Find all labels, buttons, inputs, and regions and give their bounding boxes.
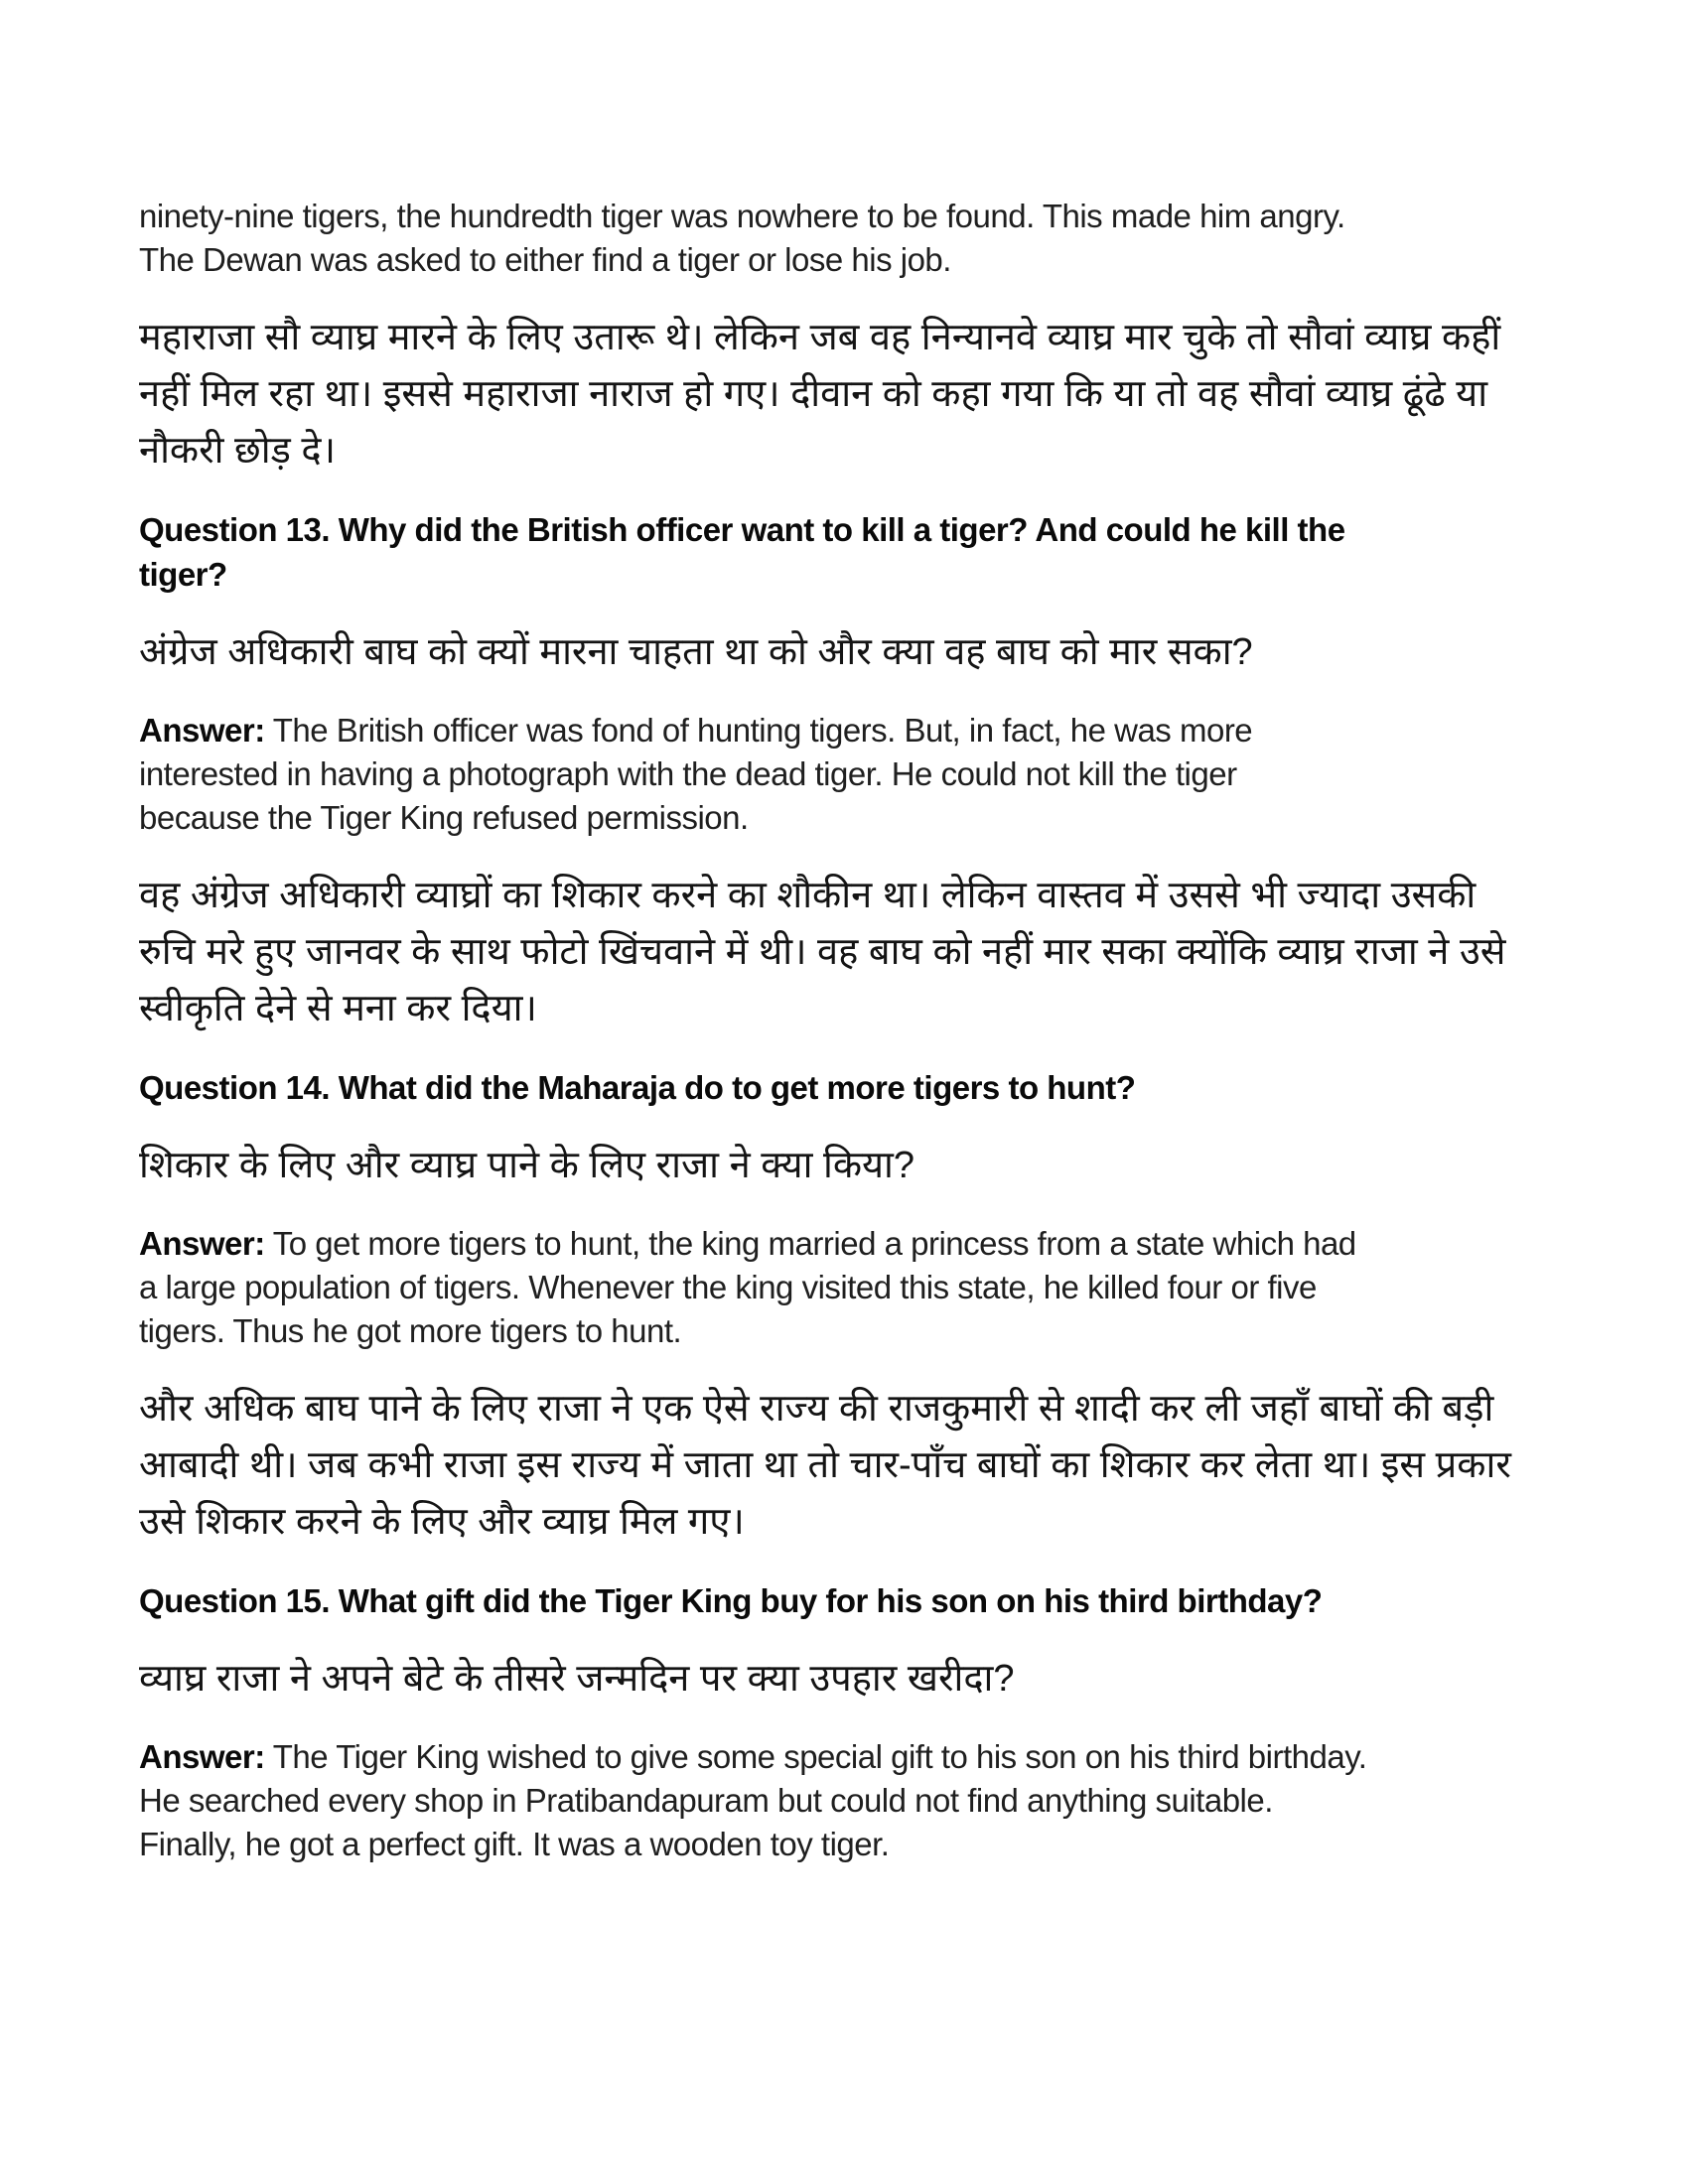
text-line: Question 15. What gift did the Tiger King buy for his son on his third birthday?: [139, 1582, 1323, 1619]
answer-14-paragraph-hi: [139, 1381, 1569, 1551]
text-line: आबादी थी। जब कभी राजा इस राज्य में जाता था तो चार-पाँच बाघों का शिकार कर लेता था। इस प्रकार: [139, 1444, 1511, 1486]
text-line: The Dewan was asked to either find a tiger or lose his job.: [139, 241, 951, 278]
text-line: शिकार के लिए और व्याघ्र पाने के लिए राजा ने क्या किया?: [139, 1145, 915, 1186]
intro-paragraph-hi: [139, 310, 1569, 479]
text-line: नहीं मिल रहा था। इससे महाराजा नाराज हो गए। दीवान को कहा गया कि या तो वह सौवां व्याघ्र ढूंढे या: [139, 373, 1488, 415]
intro-paragraph-en: [139, 195, 1569, 282]
text-line: ninety-nine tigers, the hundredth tiger was nowhere to be found. This made him angry.: [139, 198, 1345, 234]
text-line: interested in having a photograph with the dead tiger. He could not kill the tiger: [139, 755, 1237, 792]
text-line: स्वीकृति देने से मना कर दिया।: [139, 988, 537, 1029]
text-line: रुचि मरे हुए जानवर के साथ फोटो खिंचवाने में थी। वह बाघ को नहीं मार सका क्योंकि व्याघ्र राजा ने उसे: [139, 931, 1506, 973]
text-line: अंग्रेज अधिकारी बाघ को क्यों मारना चाहता था को और क्या वह बाघ को मार सका?: [139, 631, 1253, 673]
text-line: tigers. Thus he got more tigers to hunt.: [139, 1312, 682, 1349]
answer-text: To get more tigers to hunt, the king married a princess from a state which had: [264, 1225, 1356, 1262]
document-content: [139, 195, 1569, 1894]
text-line: Question 14. What did the Maharaja do to get more tigers to hunt?: [139, 1069, 1136, 1106]
question-14-hindi: [139, 1138, 1569, 1194]
question-14-heading: [139, 1065, 1569, 1110]
answer-14-paragraph-en: [139, 1222, 1569, 1353]
answer-text: The British officer was fond of hunting tigers. But, in fact, he was more: [264, 712, 1253, 749]
text-line: [139, 1735, 1569, 1779]
question-15-heading: [139, 1578, 1569, 1623]
text-line: tiger?: [139, 556, 227, 593]
text-line: महाराजा सौ व्याघ्र मारने के लिए उतारू थे। लेकिन जब वह निन्यानवे व्याघ्र मार चुके तो सौवां व्याघ्र कहीं: [139, 317, 1501, 358]
text-line: because the Tiger King refused permission.: [139, 799, 749, 836]
question-13-hindi: [139, 624, 1569, 681]
answer-label: Answer:: [139, 1225, 265, 1262]
question-13-heading: [139, 507, 1569, 597]
text-line: व्याघ्र राजा ने अपने बेटे के तीसरे जन्मदिन पर क्या उपहार खरीदा?: [139, 1658, 1015, 1700]
question-15-hindi: [139, 1651, 1569, 1707]
text-line: [139, 1222, 1569, 1266]
text-line: [139, 709, 1569, 752]
answer-13-paragraph-en: [139, 709, 1569, 840]
answer-text: The Tiger King wished to give some special gift to his son on his third birthday.: [264, 1738, 1367, 1775]
text-line: a large population of tigers. Whenever the king visited this state, he killed four or five: [139, 1269, 1317, 1305]
answer-13-paragraph-hi: [139, 868, 1569, 1037]
text-line: वह अंग्रेज अधिकारी व्याघ्रों का शिकार करने का शौकीन था। लेकिन वास्तव में उससे भी ज्यादा उसकी: [139, 875, 1477, 916]
text-line: Finally, he got a perfect gift. It was a wooden toy tiger.: [139, 1826, 890, 1862]
text-line: उसे शिकार करने के लिए और व्याघ्र मिल गए।: [139, 1501, 745, 1543]
text-line: He searched every shop in Pratibandapuram but could not find anything suitable.: [139, 1782, 1273, 1819]
text-line: नौकरी छोड़ दे।: [139, 430, 337, 472]
answer-label: Answer:: [139, 712, 265, 749]
answer-label: Answer:: [139, 1738, 265, 1775]
answer-15-paragraph-en: [139, 1735, 1569, 1866]
text-line: Question 13. Why did the British officer want to kill a tiger? And could he kill the: [139, 511, 1345, 548]
text-line: और अधिक बाघ पाने के लिए राजा ने एक ऐसे राज्य की राजकुमारी से शादी कर ली जहाँ बाघों की बड़ी: [139, 1388, 1494, 1430]
